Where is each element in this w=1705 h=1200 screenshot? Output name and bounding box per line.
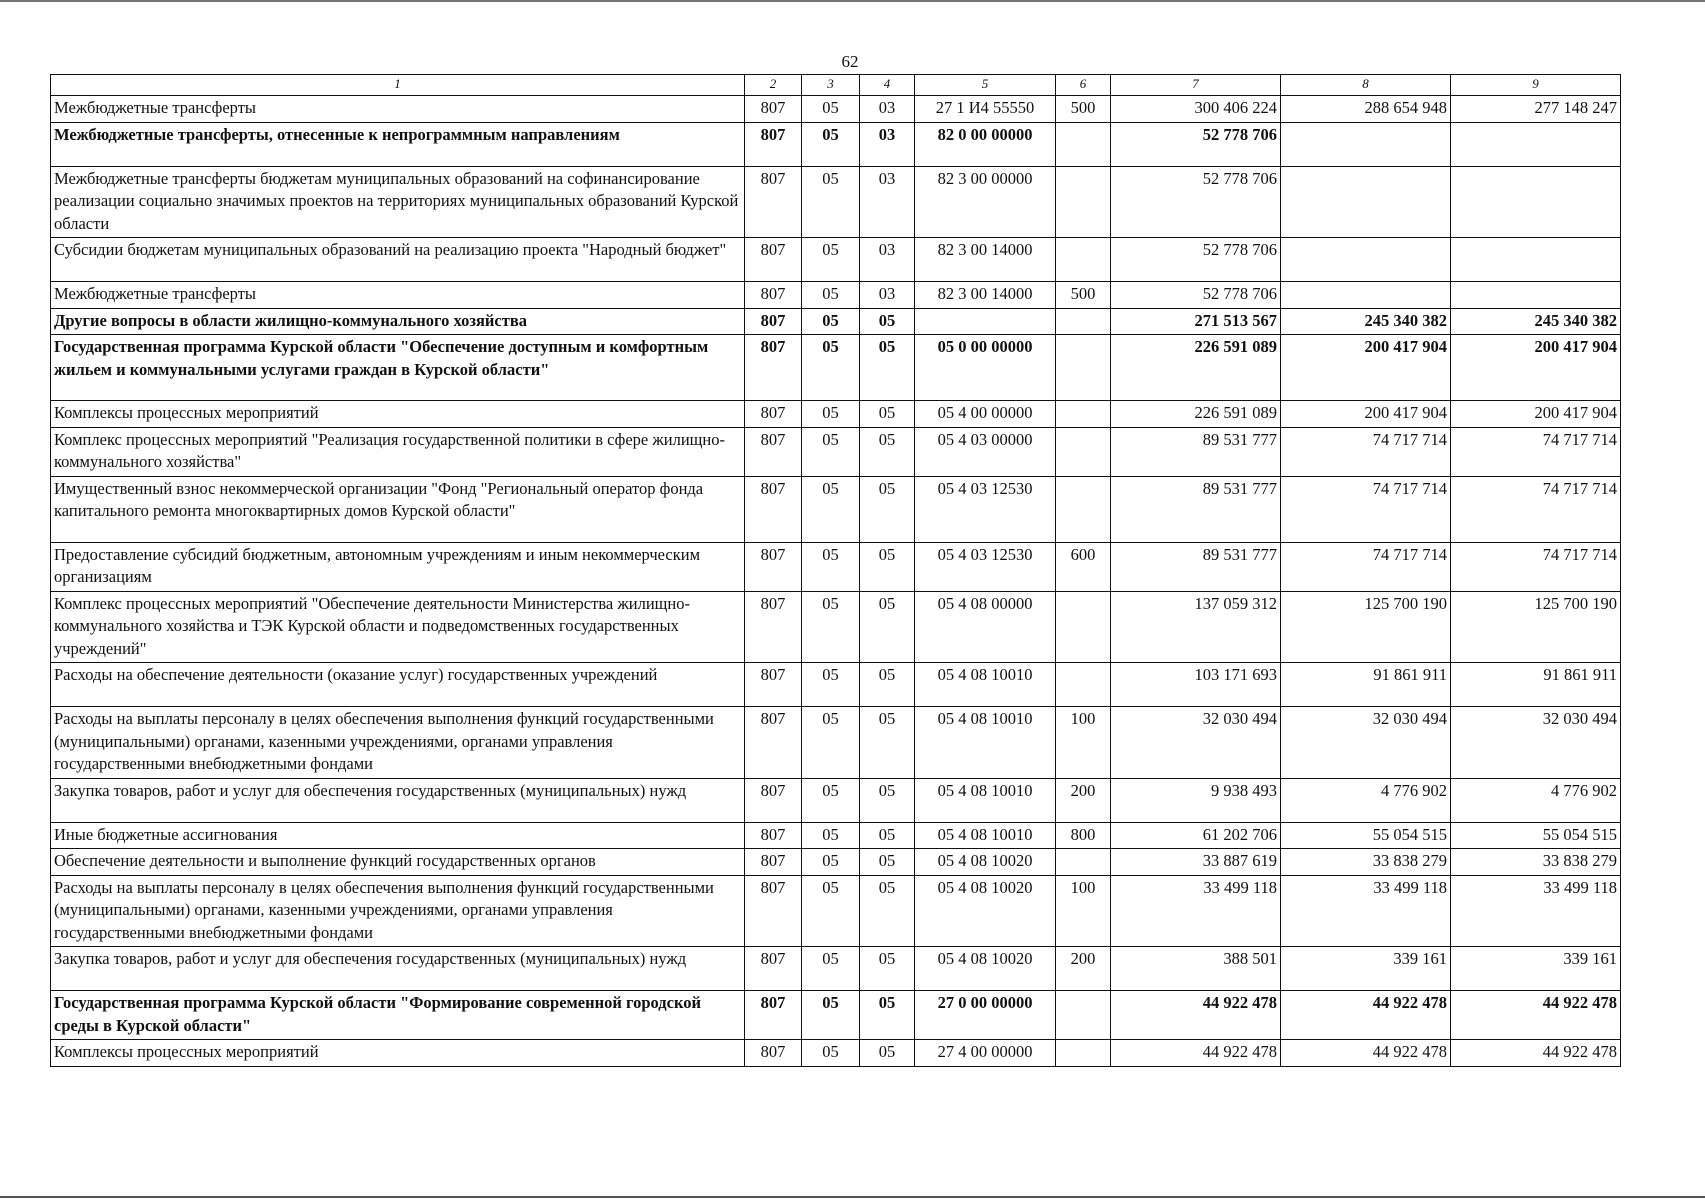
table-body [51, 96, 1621, 1067]
amount-col-7: 33 887 619 [1111, 849, 1281, 876]
ministry-code: 807 [745, 166, 802, 238]
ministry-code: 807 [745, 282, 802, 309]
row-name: Иные бюджетные ассигнования [51, 822, 745, 849]
subsection-code: 05 [860, 591, 915, 663]
table-row [51, 335, 1621, 401]
row-name: Комплексы процессных мероприятий [51, 401, 745, 428]
amount-col-7: 32 030 494 [1111, 707, 1281, 779]
amount-col-8: 91 861 911 [1281, 663, 1451, 707]
target-article-code: 05 4 08 10010 [915, 778, 1056, 822]
section-code: 05 [802, 1040, 860, 1067]
amount-col-7: 9 938 493 [1111, 778, 1281, 822]
amount-col-8: 33 838 279 [1281, 849, 1451, 876]
subsection-code: 05 [860, 308, 915, 335]
section-code: 05 [802, 308, 860, 335]
amount-col-7: 89 531 777 [1111, 542, 1281, 591]
column-header: 7 [1111, 75, 1281, 96]
subsection-code: 05 [860, 849, 915, 876]
expense-type-code: 100 [1056, 875, 1111, 947]
amount-col-8: 245 340 382 [1281, 308, 1451, 335]
amount-col-9: 33 499 118 [1451, 875, 1621, 947]
target-article-code: 05 4 03 12530 [915, 476, 1056, 542]
section-code: 05 [802, 991, 860, 1040]
ministry-code: 807 [745, 122, 802, 166]
ministry-code: 807 [745, 96, 802, 123]
target-article-code: 05 4 08 10020 [915, 875, 1056, 947]
ministry-code: 807 [745, 707, 802, 779]
amount-col-8: 74 717 714 [1281, 427, 1451, 476]
row-name: Другие вопросы в области жилищно-коммунального хозяйства [51, 308, 745, 335]
row-name: Межбюджетные трансферты, отнесенные к непрограммным направлениям [51, 122, 745, 166]
section-code: 05 [802, 947, 860, 991]
amount-col-7: 226 591 089 [1111, 401, 1281, 428]
expense-type-code: 500 [1056, 96, 1111, 123]
amount-col-9: 339 161 [1451, 947, 1621, 991]
table-row [51, 591, 1621, 663]
table-row [51, 282, 1621, 309]
amount-col-8: 200 417 904 [1281, 335, 1451, 401]
column-header: 3 [802, 75, 860, 96]
section-code: 05 [802, 542, 860, 591]
row-name: Государственная программа Курской области "Обеспечение доступным и комфортным жильем и коммунальными услугами граждан в Курской области" [51, 335, 745, 401]
amount-col-7: 388 501 [1111, 947, 1281, 991]
row-name: Закупка товаров, работ и услуг для обеспечения государственных (муниципальных) нужд [51, 778, 745, 822]
target-article-code: 05 4 03 12530 [915, 542, 1056, 591]
column-header: 5 [915, 75, 1056, 96]
amount-col-9 [1451, 282, 1621, 309]
amount-col-7: 52 778 706 [1111, 282, 1281, 309]
amount-col-7: 89 531 777 [1111, 476, 1281, 542]
row-name: Расходы на выплаты персоналу в целях обеспечения выполнения функций государственными (муниципальными) органами, казенными учреждениями, органами управления государственными внебюджетными фондами [51, 707, 745, 779]
table-row [51, 427, 1621, 476]
ministry-code: 807 [745, 591, 802, 663]
subsection-code: 05 [860, 875, 915, 947]
target-article-code: 05 4 08 10010 [915, 663, 1056, 707]
amount-col-9: 200 417 904 [1451, 335, 1621, 401]
table-row [51, 238, 1621, 282]
expense-type-code: 800 [1056, 822, 1111, 849]
table-row [51, 849, 1621, 876]
table-row [51, 822, 1621, 849]
subsection-code: 03 [860, 122, 915, 166]
target-article-code: 82 0 00 00000 [915, 122, 1056, 166]
subsection-code: 05 [860, 542, 915, 591]
page-number: 62 [841, 52, 859, 71]
subsection-code: 05 [860, 663, 915, 707]
expense-type-code [1056, 1040, 1111, 1067]
table-row [51, 947, 1621, 991]
budget-table [50, 74, 1621, 1067]
ministry-code: 807 [745, 849, 802, 876]
amount-col-8: 288 654 948 [1281, 96, 1451, 123]
amount-col-8: 125 700 190 [1281, 591, 1451, 663]
ministry-code: 807 [745, 401, 802, 428]
column-header: 9 [1451, 75, 1621, 96]
amount-col-7: 89 531 777 [1111, 427, 1281, 476]
section-code: 05 [802, 238, 860, 282]
target-article-code: 05 0 00 00000 [915, 335, 1056, 401]
row-name: Комплексы процессных мероприятий [51, 1040, 745, 1067]
table-row [51, 1040, 1621, 1067]
ministry-code: 807 [745, 875, 802, 947]
expense-type-code [1056, 308, 1111, 335]
table-row [51, 707, 1621, 779]
amount-col-8 [1281, 238, 1451, 282]
target-article-code: 82 3 00 00000 [915, 166, 1056, 238]
target-article-code: 05 4 00 00000 [915, 401, 1056, 428]
amount-col-7: 52 778 706 [1111, 238, 1281, 282]
subsection-code: 03 [860, 238, 915, 282]
row-name: Закупка товаров, работ и услуг для обеспечения государственных (муниципальных) нужд [51, 947, 745, 991]
subsection-code: 05 [860, 707, 915, 779]
table-row [51, 476, 1621, 542]
amount-col-7: 52 778 706 [1111, 166, 1281, 238]
amount-col-9: 32 030 494 [1451, 707, 1621, 779]
expense-type-code [1056, 427, 1111, 476]
amount-col-9: 74 717 714 [1451, 476, 1621, 542]
amount-col-8: 4 776 902 [1281, 778, 1451, 822]
amount-col-9: 74 717 714 [1451, 427, 1621, 476]
amount-col-8 [1281, 166, 1451, 238]
target-article-code: 05 4 08 10020 [915, 849, 1056, 876]
amount-col-9: 4 776 902 [1451, 778, 1621, 822]
expense-type-code [1056, 335, 1111, 401]
target-article-code: 05 4 08 10020 [915, 947, 1056, 991]
amount-col-9: 200 417 904 [1451, 401, 1621, 428]
expense-type-code [1056, 991, 1111, 1040]
target-article-code: 05 4 08 10010 [915, 707, 1056, 779]
amount-col-7: 61 202 706 [1111, 822, 1281, 849]
ministry-code: 807 [745, 778, 802, 822]
row-name: Имущественный взнос некоммерческой организации "Фонд "Региональный оператор фонда капитального ремонта многоквартирных домов Курской области" [51, 476, 745, 542]
table-row [51, 122, 1621, 166]
target-article-code: 82 3 00 14000 [915, 238, 1056, 282]
amount-col-8: 32 030 494 [1281, 707, 1451, 779]
amount-col-8: 74 717 714 [1281, 476, 1451, 542]
subsection-code: 05 [860, 401, 915, 428]
row-name: Расходы на обеспечение деятельности (оказание услуг) государственных учреждений [51, 663, 745, 707]
expense-type-code [1056, 663, 1111, 707]
amount-col-7: 226 591 089 [1111, 335, 1281, 401]
subsection-code: 03 [860, 282, 915, 309]
amount-col-9: 91 861 911 [1451, 663, 1621, 707]
row-name: Расходы на выплаты персоналу в целях обеспечения выполнения функций государственными (муниципальными) органами, казенными учреждениями, органами управления государственными внебюджетными фондами [51, 875, 745, 947]
expense-type-code: 500 [1056, 282, 1111, 309]
ministry-code: 807 [745, 335, 802, 401]
column-header: 4 [860, 75, 915, 96]
table-row [51, 166, 1621, 238]
amount-col-9: 44 922 478 [1451, 991, 1621, 1040]
ministry-code: 807 [745, 542, 802, 591]
column-header: 8 [1281, 75, 1451, 96]
section-code: 05 [802, 96, 860, 123]
ministry-code: 807 [745, 1040, 802, 1067]
amount-col-9: 245 340 382 [1451, 308, 1621, 335]
expense-type-code: 600 [1056, 542, 1111, 591]
amount-col-7: 103 171 693 [1111, 663, 1281, 707]
target-article-code: 05 4 08 10010 [915, 822, 1056, 849]
amount-col-7: 52 778 706 [1111, 122, 1281, 166]
expense-type-code [1056, 166, 1111, 238]
expense-type-code [1056, 591, 1111, 663]
amount-col-8: 339 161 [1281, 947, 1451, 991]
subsection-code: 05 [860, 822, 915, 849]
ministry-code: 807 [745, 663, 802, 707]
amount-col-8: 33 499 118 [1281, 875, 1451, 947]
subsection-code: 05 [860, 778, 915, 822]
target-article-code: 05 4 08 00000 [915, 591, 1056, 663]
section-code: 05 [802, 476, 860, 542]
section-code: 05 [802, 849, 860, 876]
subsection-code: 05 [860, 991, 915, 1040]
row-name: Межбюджетные трансферты бюджетам муниципальных образований на софинансирование реализации социально значимых проектов на территориях муниципальных образований Курской области [51, 166, 745, 238]
amount-col-7: 33 499 118 [1111, 875, 1281, 947]
scan-edge-bottom [0, 1196, 1705, 1198]
amount-col-7: 300 406 224 [1111, 96, 1281, 123]
column-header: 6 [1056, 75, 1111, 96]
amount-col-9 [1451, 122, 1621, 166]
section-code: 05 [802, 401, 860, 428]
subsection-code: 05 [860, 947, 915, 991]
table-header [51, 75, 1621, 96]
amount-col-9 [1451, 166, 1621, 238]
section-code: 05 [802, 335, 860, 401]
subsection-code: 05 [860, 335, 915, 401]
row-name: Комплекс процессных мероприятий "Обеспечение деятельности Министерства жилищно-коммунального хозяйства и ТЭК Курской области и подведомственных государственных учреждений" [51, 591, 745, 663]
row-name: Государственная программа Курской области "Формирование современной городской среды в Курской области" [51, 991, 745, 1040]
amount-col-9 [1451, 238, 1621, 282]
row-name: Межбюджетные трансферты [51, 96, 745, 123]
scan-edge-top [0, 0, 1705, 2]
section-code: 05 [802, 707, 860, 779]
expense-type-code [1056, 401, 1111, 428]
section-code: 05 [802, 591, 860, 663]
expense-type-code: 100 [1056, 707, 1111, 779]
table-row [51, 663, 1621, 707]
expense-type-code: 200 [1056, 778, 1111, 822]
target-article-code: 27 4 00 00000 [915, 1040, 1056, 1067]
section-code: 05 [802, 875, 860, 947]
target-article-code: 82 3 00 14000 [915, 282, 1056, 309]
subsection-code: 03 [860, 96, 915, 123]
amount-col-8: 55 054 515 [1281, 822, 1451, 849]
subsection-code: 05 [860, 427, 915, 476]
amount-col-9: 74 717 714 [1451, 542, 1621, 591]
table-row [51, 778, 1621, 822]
subsection-code: 03 [860, 166, 915, 238]
amount-col-7: 137 059 312 [1111, 591, 1281, 663]
amount-col-9: 125 700 190 [1451, 591, 1621, 663]
column-header: 2 [745, 75, 802, 96]
expense-type-code [1056, 238, 1111, 282]
amount-col-7: 44 922 478 [1111, 991, 1281, 1040]
table-row [51, 991, 1621, 1040]
target-article-code [915, 308, 1056, 335]
expense-type-code: 200 [1056, 947, 1111, 991]
row-name: Предоставление субсидий бюджетным, автономным учреждениям и иным некоммерческим организациям [51, 542, 745, 591]
table-row [51, 401, 1621, 428]
amount-col-8: 44 922 478 [1281, 1040, 1451, 1067]
section-code: 05 [802, 663, 860, 707]
table-row [51, 308, 1621, 335]
section-code: 05 [802, 822, 860, 849]
target-article-code: 05 4 03 00000 [915, 427, 1056, 476]
ministry-code: 807 [745, 822, 802, 849]
section-code: 05 [802, 166, 860, 238]
amount-col-8: 74 717 714 [1281, 542, 1451, 591]
row-name: Комплекс процессных мероприятий "Реализация государственной политики в сфере жилищно-коммунального хозяйства" [51, 427, 745, 476]
amount-col-7: 271 513 567 [1111, 308, 1281, 335]
amount-col-8 [1281, 282, 1451, 309]
amount-col-7: 44 922 478 [1111, 1040, 1281, 1067]
section-code: 05 [802, 122, 860, 166]
expense-type-code [1056, 476, 1111, 542]
amount-col-8 [1281, 122, 1451, 166]
section-code: 05 [802, 282, 860, 309]
ministry-code: 807 [745, 947, 802, 991]
expense-type-code [1056, 849, 1111, 876]
section-code: 05 [802, 778, 860, 822]
amount-col-9: 33 838 279 [1451, 849, 1621, 876]
amount-col-9: 55 054 515 [1451, 822, 1621, 849]
column-number-row [51, 75, 1621, 96]
ministry-code: 807 [745, 308, 802, 335]
ministry-code: 807 [745, 476, 802, 542]
subsection-code: 05 [860, 1040, 915, 1067]
ministry-code: 807 [745, 991, 802, 1040]
amount-col-8: 44 922 478 [1281, 991, 1451, 1040]
amount-col-8: 200 417 904 [1281, 401, 1451, 428]
row-name: Обеспечение деятельности и выполнение функций государственных органов [51, 849, 745, 876]
target-article-code: 27 1 И4 55550 [915, 96, 1056, 123]
table-row [51, 96, 1621, 123]
expense-type-code [1056, 122, 1111, 166]
row-name: Межбюджетные трансферты [51, 282, 745, 309]
amount-col-9: 44 922 478 [1451, 1040, 1621, 1067]
ministry-code: 807 [745, 427, 802, 476]
target-article-code: 27 0 00 00000 [915, 991, 1056, 1040]
column-header: 1 [51, 75, 745, 96]
table-row [51, 875, 1621, 947]
row-name: Субсидии бюджетам муниципальных образований на реализацию проекта "Народный бюджет" [51, 238, 745, 282]
subsection-code: 05 [860, 476, 915, 542]
section-code: 05 [802, 427, 860, 476]
table-row [51, 542, 1621, 591]
ministry-code: 807 [745, 238, 802, 282]
amount-col-9: 277 148 247 [1451, 96, 1621, 123]
